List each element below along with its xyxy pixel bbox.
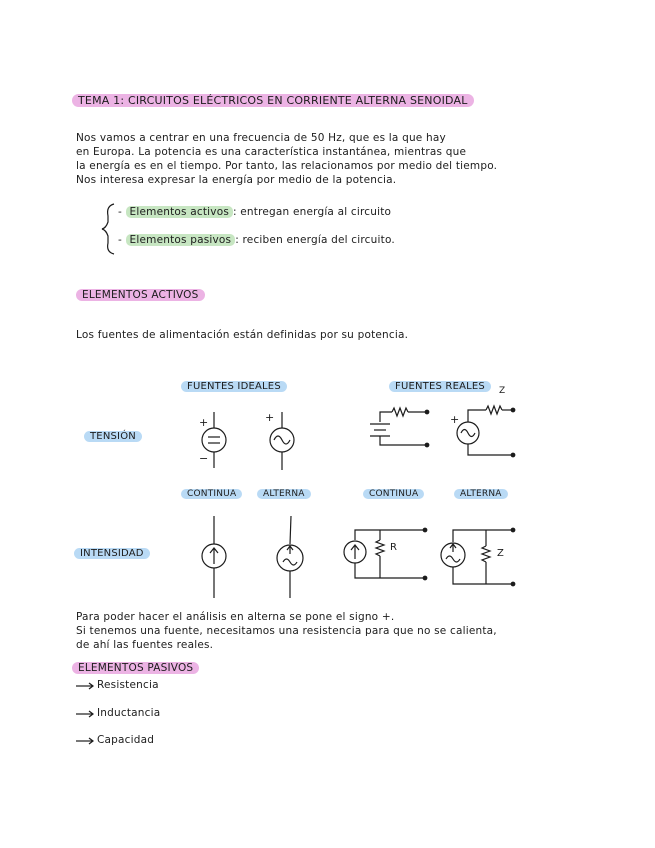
tension-label: TENSIÓN bbox=[84, 431, 142, 442]
intro-line-1: Nos vamos a centrar en una frecuencia de 50 Hz, que es la que hay bbox=[76, 132, 446, 144]
z-label-current: Z bbox=[497, 548, 505, 559]
passive-elements-label: Elementos pasivos bbox=[126, 234, 236, 246]
brace-dash: - bbox=[118, 234, 126, 246]
dc-voltage-source-icon bbox=[202, 412, 226, 468]
arrow-icon bbox=[76, 711, 93, 717]
intensidad-label: INTENSIDAD bbox=[74, 548, 150, 559]
active-text: Los fuentes de alimentación están definidas por su potencia. bbox=[76, 329, 409, 341]
analysis-line-3: de ahí las fuentes reales. bbox=[76, 639, 214, 651]
active-elements-desc: : entregan energía al circuito bbox=[233, 206, 392, 218]
dc-real-current-source-icon bbox=[344, 528, 427, 580]
intro-line-3: la energía es en el tiempo. Por tanto, las relacionamos por medio del tiempo. bbox=[76, 160, 498, 172]
analysis-line-1: Para poder hacer el análisis en alterna se pone el signo +. bbox=[76, 611, 395, 623]
col-label-alterna-ideal: ALTERNA bbox=[257, 489, 311, 499]
col-label-continua-real: CONTINUA bbox=[363, 489, 424, 499]
intro-line-4: Nos interesa expresar la energía por medio de la potencia. bbox=[76, 174, 397, 186]
page-title: TEMA 1: CIRCUITOS ELÉCTRICOS EN CORRIENTE ALTERNA SENOIDAL bbox=[72, 94, 474, 107]
analysis-line-2: Si tenemos una fuente, necesitamos una resistencia para que no se calienta, bbox=[76, 625, 497, 637]
intro-line-2: en Europa. La potencia es una característica instantánea, mientras que bbox=[76, 146, 467, 158]
arrow-icon bbox=[76, 738, 93, 744]
ac-real-current-source-icon bbox=[441, 528, 515, 586]
real-z-label: Z bbox=[499, 386, 506, 396]
plus-sign-dc-ideal: + bbox=[199, 416, 209, 429]
curly-brace bbox=[102, 204, 114, 254]
minus-sign-dc-ideal: − bbox=[199, 452, 209, 465]
brace-dash: - bbox=[118, 206, 126, 218]
active-elements-label: Elementos activos bbox=[126, 206, 233, 218]
passive-heading: ELEMENTOS PASIVOS bbox=[72, 662, 199, 674]
real-sources-label: FUENTES REALES bbox=[389, 381, 491, 392]
plus-sign-ac-ideal: + bbox=[265, 411, 275, 424]
dc-real-voltage-source-icon bbox=[370, 408, 429, 447]
active-heading: ELEMENTOS ACTIVOS bbox=[76, 289, 205, 301]
dc-current-source-icon bbox=[202, 516, 226, 598]
col-label-alterna-real: ALTERNA bbox=[454, 489, 508, 499]
ac-real-voltage-source-icon bbox=[457, 406, 515, 457]
passive-item-inductancia: Inductancia bbox=[97, 707, 161, 719]
ac-current-source-icon bbox=[277, 516, 303, 598]
r-label: R bbox=[390, 542, 398, 553]
passive-item-resistencia: Resistencia bbox=[97, 679, 159, 691]
ideal-sources-label: FUENTES IDEALES bbox=[181, 381, 287, 392]
passive-item-capacidad: Capacidad bbox=[97, 734, 155, 746]
passive-elements-desc: : reciben energía del circuito. bbox=[235, 234, 395, 246]
ac-voltage-source-icon bbox=[270, 412, 294, 470]
arrow-icon bbox=[76, 683, 93, 689]
col-label-continua-ideal: CONTINUA bbox=[181, 489, 242, 499]
plus-sign-ac-real: + bbox=[450, 413, 460, 426]
